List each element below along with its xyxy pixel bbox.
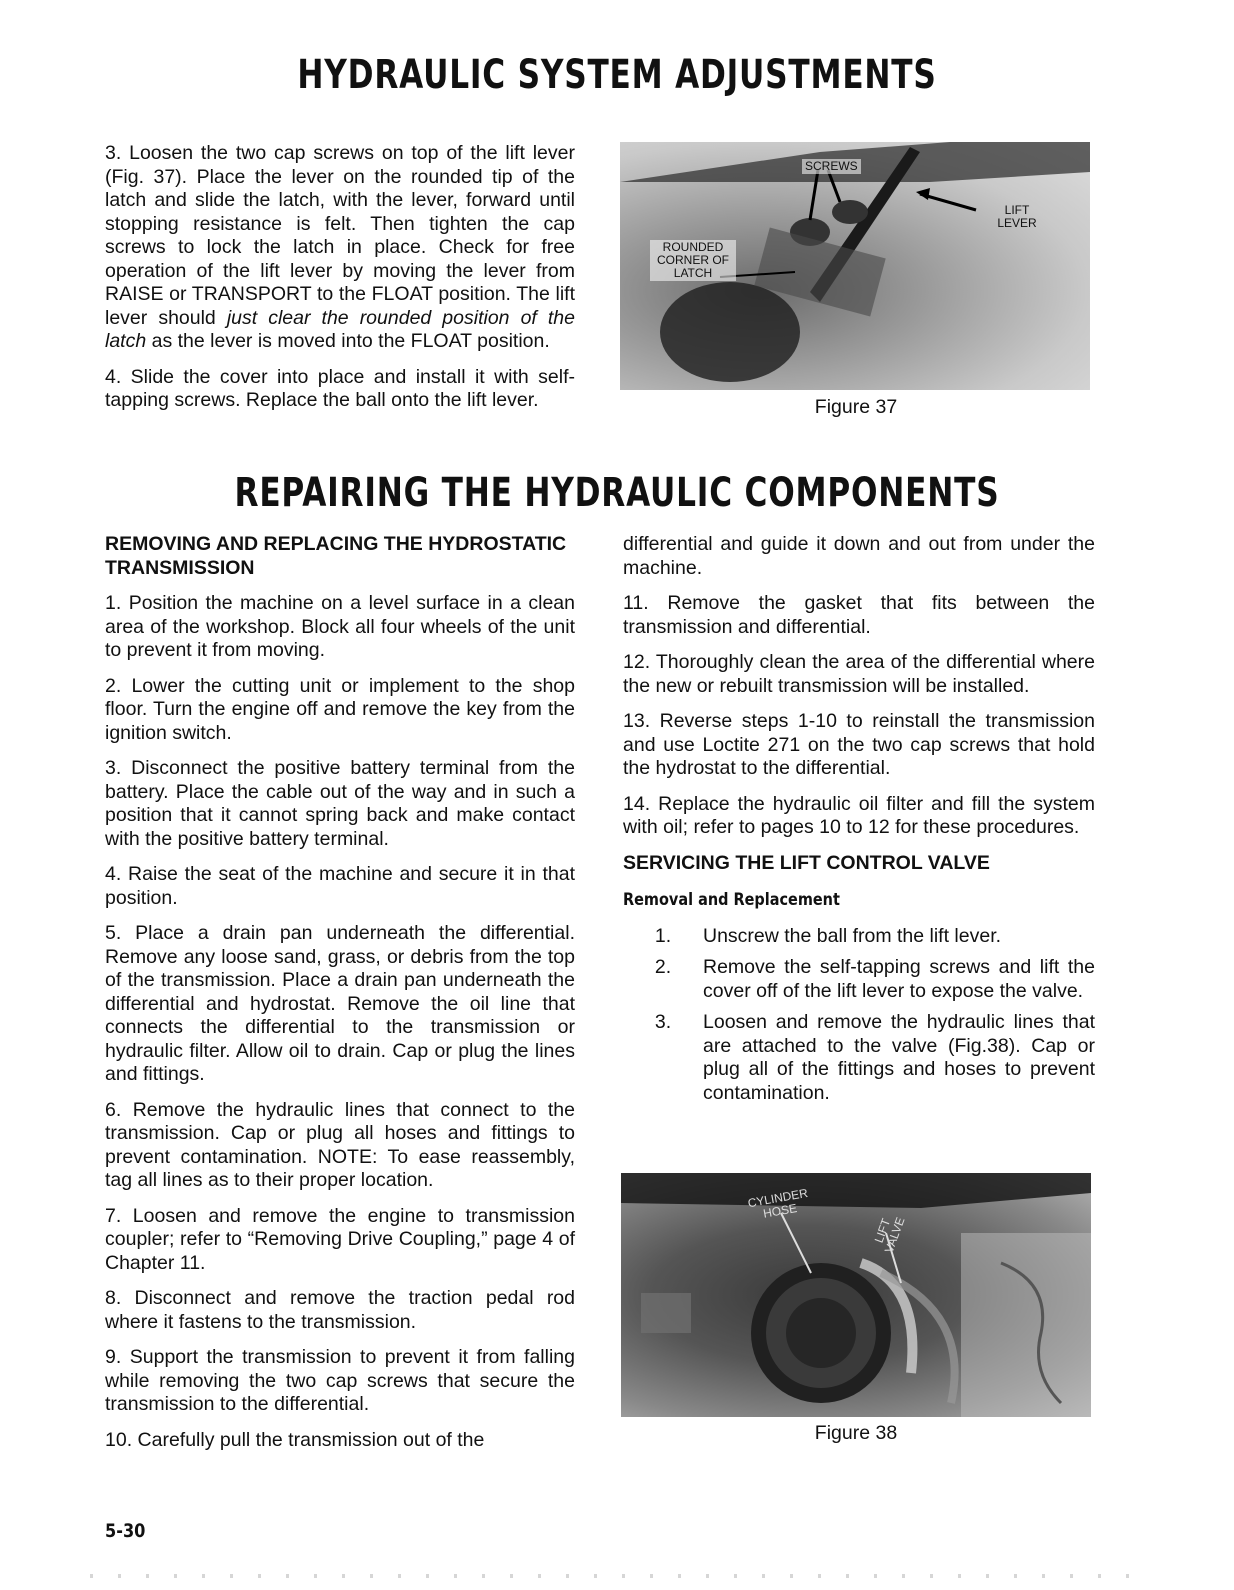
repair-step-5: 5. Place a drain pan underneath the differential. Remove any loose sand, grass, or debris from the top of the transmission. Place a drain pan underneath the differential and hydrostat. Remove the oil line that connects the differential to the transmission or hydraulic filter. Allow oil to drain. Cap or plug the lines and fittings. [105, 922, 575, 1085]
screws-label: SCREWS [802, 159, 861, 174]
subsubsection-title-removal: Removal and Replacement [623, 890, 840, 910]
rounded-corner-label: ROUNDED CORNER OF LATCH [650, 240, 736, 281]
adjustment-steps [105, 142, 575, 425]
repair-step-13: 13. Reverse steps 1-10 to reinstall the transmission and use Loctite 271 on the two cap screws that hold the hydrostat to the differential. [623, 710, 1095, 779]
figure-37-photo [620, 142, 1090, 390]
subsection-title-lift-valve: SERVICING THE LIFT CONTROL VALVE [623, 851, 990, 874]
step-number: 1. [654, 924, 672, 947]
cylinder-hose-label: CYLINDER HOSE [746, 1185, 809, 1221]
repair-step-9: 9. Support the transmission to prevent it from falling while removing the two cap screws that secure the transmission to the differential. [105, 1346, 575, 1415]
repair-step-3: 3. Disconnect the positive battery terminal from the battery. Place the cable out of the way and in such a position that it cannot spring back and make contact with the positive battery terminal. [105, 757, 575, 850]
repair-step-7: 7. Loosen and remove the engine to transmission coupler; refer to “Removing Drive Coupling,” page 4 of Chapter 11. [105, 1204, 575, 1274]
figure-38-caption: Figure 38 [814, 1422, 898, 1444]
step-text: Unscrew the ball from the lift lever. [703, 924, 1002, 947]
subsection-title-hydrostatic: REMOVING AND REPLACING THE HYDROSTATIC TRANSMISSION [105, 533, 567, 579]
figure-38-photo [621, 1173, 1091, 1417]
page-number: 5-30 [105, 1520, 146, 1542]
lift-valve-steps [623, 925, 1095, 1106]
list-item [623, 956, 1095, 1003]
repair-step-1: 1. Position the machine on a level surface in a clean area of the workshop. Block all four wheels of the unit to prevent it from moving. [105, 592, 575, 661]
lift-valve-photo-illustration [621, 1173, 1091, 1417]
step-text: Loosen and remove the hydraulic lines that are attached to the valve (Fig.38). Cap or plug all of the fittings and hoses to prevent contamination. [703, 1011, 1095, 1104]
repair-step-11: 11. Remove the gasket that fits between the transmission and differential. [623, 592, 1095, 638]
left-column [105, 533, 575, 1464]
lift-lever-label: LIFT LEVER [997, 203, 1037, 230]
page-title: HYDRAULIC SYSTEM ADJUSTMENTS [297, 52, 937, 98]
repair-step-14: 14. Replace the hydraulic oil filter and fill the system with oil; refer to pages 10 to 12 for these procedures. [623, 792, 1095, 838]
figure-37-caption: Figure 37 [814, 396, 898, 418]
repair-step-12: 12. Thoroughly clean the area of the differential where the new or rebuilt transmission will be installed. [623, 651, 1095, 697]
repair-step-10: 10. Carefully pull the transmission out of the [105, 1428, 485, 1451]
list-item [623, 1011, 1095, 1105]
repair-step-4: 4. Raise the seat of the machine and secure it in that position. [105, 863, 575, 909]
section-title-repairing: REPAIRING THE HYDRAULIC COMPONENTS [234, 470, 1000, 516]
repair-step-8: 8. Disconnect and remove the traction pedal rod where it fastens to the transmission. [105, 1287, 575, 1333]
right-column [623, 533, 1095, 1113]
step-number: 2. [654, 956, 672, 978]
adjustment-step-4: 4. Slide the cover into place and install it with self-tapping screws. Replace the ball onto the lift lever. [105, 365, 575, 411]
scan-noise-divider [90, 1574, 1140, 1578]
step-number: 3. [654, 1011, 672, 1033]
repair-step-10-continued: differential and guide it down and out from under the machine. [623, 533, 1095, 579]
repair-step-6: 6. Remove the hydraulic lines that connect to the transmission. Cap or plug all hoses and fittings to prevent contamination. NOTE: To ease reassembly, tag all lines as to their proper location. [105, 1098, 575, 1191]
adjustment-step-3: 3. Loosen the two cap screws on top of the lift lever (Fig. 37). Place the lever on the rounded tip of the latch and slide the latch, with the lever, forward until stopping resistance is felt. Then tighten the cap screws to lock the latch in place. Check for free operation of the lift lever by moving the lever from RAISE or TRANSPORT to the FLOAT position. The lift lever should just clear the rounded position of the latch as the lever is moved into the FLOAT position. [105, 142, 575, 352]
lift-valve-label: LIFT VALVE [871, 1215, 908, 1255]
emphasis-text: just clear the rounded position of the latch [105, 306, 575, 352]
list-item [623, 925, 1095, 949]
repair-step-2: 2. Lower the cutting unit or implement to the shop floor. Turn the engine off and remove the key from the ignition switch. [105, 674, 575, 744]
step-text: Remove the self-tapping screws and lift the cover off of the lift lever to expose the valve. [703, 956, 1095, 1002]
